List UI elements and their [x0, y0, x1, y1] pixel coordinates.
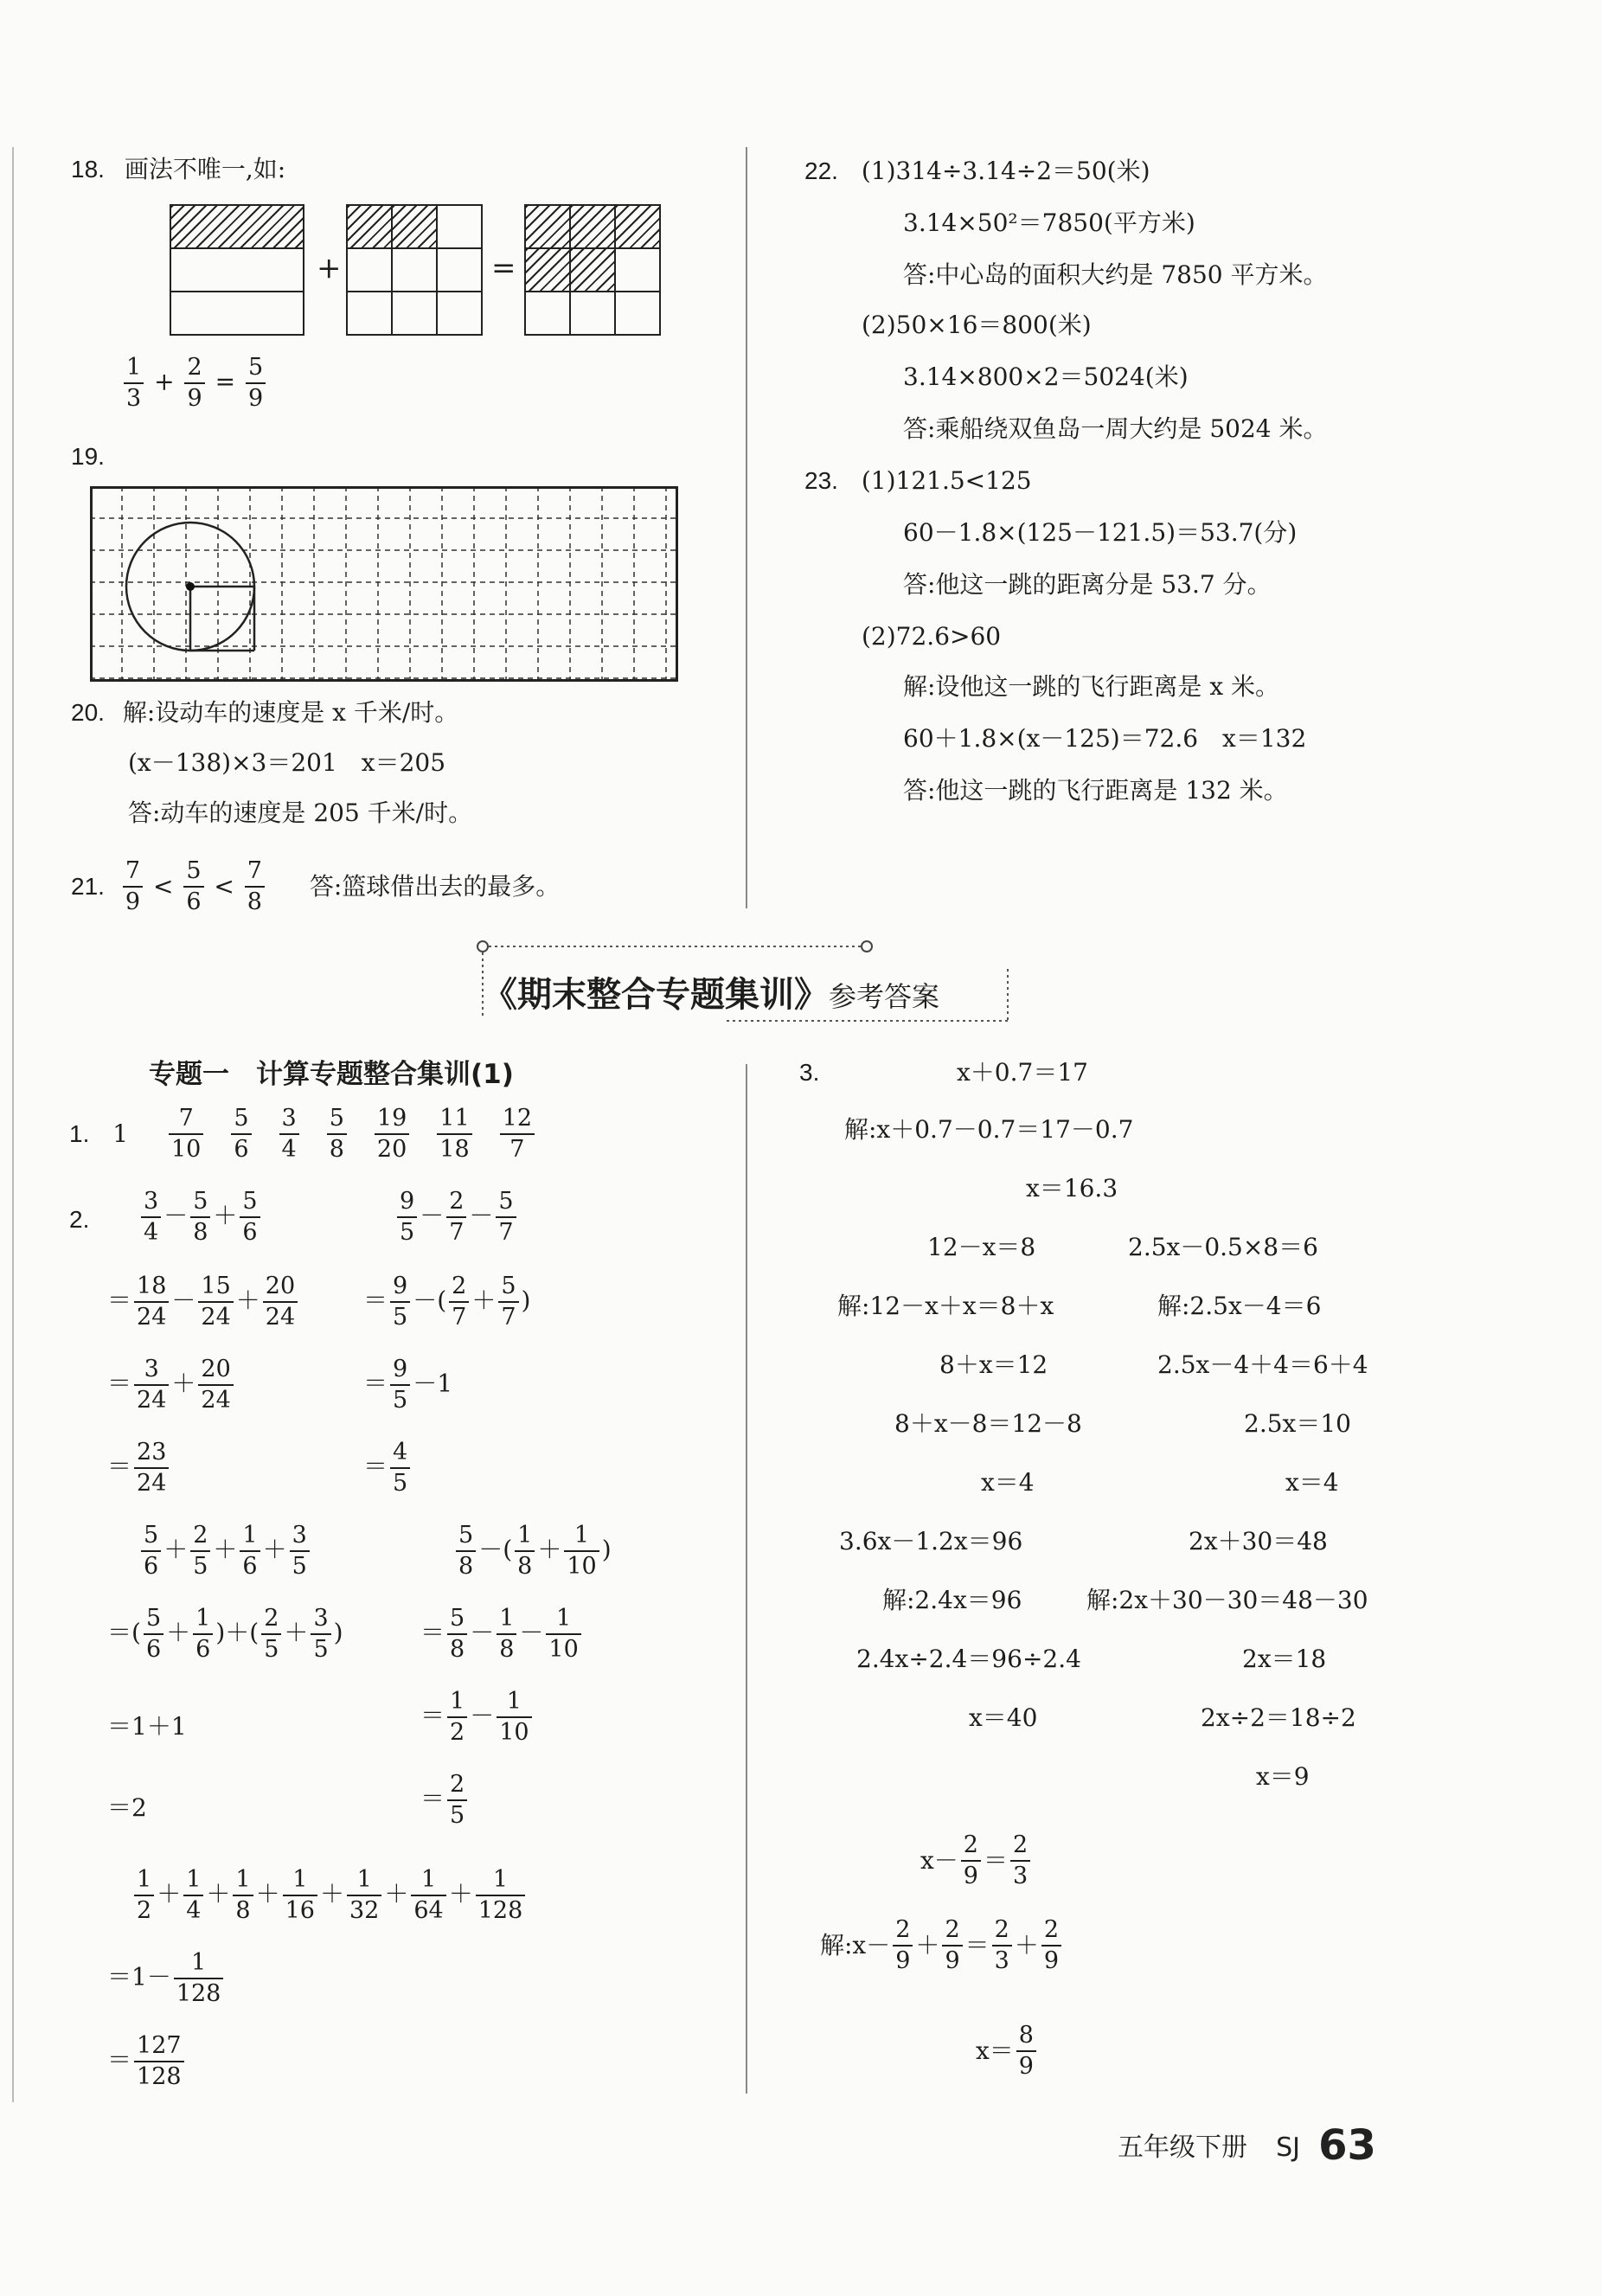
p2-A-step1: ＝ $\frac{18}{24}$ － $\frac{15}{24}$ ＋ $\frac{20}{24}$: [107, 1272, 300, 1332]
footer-grade: 五年级下册: [1118, 2132, 1247, 2163]
q18: [71, 154, 285, 185]
p3-b3: 8＋x＝12: [939, 1350, 1048, 1379]
q23-l4: (2)72.6>60: [862, 622, 1002, 651]
p1-fraction: $\frac{5}{8}$: [327, 1104, 347, 1164]
p2-D-expr: $\frac{5}{8}$ －( $\frac{1}{8}$ ＋ $\frac{1}{10}$ ): [453, 1521, 612, 1581]
q22-l5: 3.14×800×2＝5024(米): [903, 362, 1189, 391]
p3-d4: x＝40: [969, 1703, 1038, 1732]
p3-e5: x＝9: [1256, 1762, 1310, 1791]
q22-l4: (2)50×16＝800(米): [862, 311, 1092, 339]
p2-B-step3: ＝ $\frac{4}{5}$: [363, 1438, 413, 1498]
q18-fraction-equation: $\frac{1}{3}$ + $\frac{2}{9}$ = $\frac{5}{9}$: [121, 353, 268, 414]
q23-l2: 60－1.8×(125－121.5)＝53.7(分): [903, 518, 1298, 547]
p3-c4: 2.5x＝10: [1244, 1409, 1351, 1438]
p2-B-expr: $\frac{9}{5}$ － $\frac{2}{7}$ － $\frac{5}{7}$: [394, 1187, 519, 1247]
q22-l6: 答:乘船绕双鱼岛一周大约是 5024 米。: [903, 414, 1328, 443]
q20-line2: (x－138)×3＝201 x＝205: [128, 748, 446, 777]
p3-b5: x＝4: [981, 1468, 1035, 1497]
p3-c5: x＝4: [1285, 1468, 1339, 1497]
p3-f2: 解:x－ $\frac{2}{9}$ ＋ $\frac{2}{9}$ ＝ $\frac{2}{3}$ ＋ $\frac{2}{9}$: [820, 1915, 1064, 1976]
p1-fraction: $\frac{11}{18}$: [437, 1104, 471, 1164]
q22-l3: 答:中心岛的面积大约是 7850 平方米。: [903, 260, 1328, 289]
p2-C-step2: ＝1＋1: [107, 1712, 187, 1741]
q21: 21. $\frac{7}{9}$ < $\frac{5}{6}$ < $\frac{7}{8}$ 答:篮球借出去的最多。: [71, 857, 561, 915]
p3-b2: 解:12－x＋x＝8＋x: [837, 1292, 1054, 1320]
p3-e2: 解:2x＋30－30＝48－30: [1086, 1586, 1368, 1614]
q23-l7: 答:他这一跳的飞行距离是 132 米。: [903, 776, 1288, 805]
p3-e4: 2x÷2＝18÷2: [1201, 1703, 1356, 1732]
p2-B-step1: ＝ $\frac{9}{5}$ －( $\frac{2}{7}$ ＋ $\frac{5}{7}$ ): [363, 1273, 531, 1331]
p1-fraction: $\frac{3}{4}$: [279, 1104, 299, 1164]
column-divider-top: [746, 147, 747, 908]
p3-f3: x＝ $\frac{8}{9}$: [976, 2021, 1039, 2081]
p2-A-expr: $\frac{3}{4}$ － $\frac{5}{8}$ ＋ $\frac{5}{6}$: [138, 1187, 263, 1247]
section-title: 《期末整合专题集训》参考答案: [483, 975, 940, 1015]
q18-equals: =: [491, 251, 516, 285]
p3-a1: x＋0.7＝17: [957, 1058, 1088, 1087]
topic1-title: 专题一 计算专题整合集训(1): [149, 1059, 514, 1090]
p2-C-expr: $\frac{5}{6}$ ＋ $\frac{2}{5}$ ＋ $\frac{1}{6}$ ＋ $\frac{3}{5}$: [138, 1521, 312, 1581]
page-number: 63: [1318, 2121, 1376, 2170]
q22-l2: 3.14×50²＝7850(平方米): [903, 208, 1195, 237]
q22: 22. (1)314÷3.14÷2＝50(米): [804, 157, 1150, 185]
column-divider-bottom: [746, 1064, 747, 2094]
page-footer: [1118, 2121, 1376, 2170]
p1-fraction: $\frac{12}{7}$: [500, 1104, 535, 1164]
p3-d1: 3.6x－1.2x＝96: [839, 1527, 1023, 1555]
p3-b1: 12－x＝8: [927, 1233, 1036, 1261]
p2-D-step1: ＝ $\frac{5}{8}$ － $\frac{1}{8}$ － $\frac{1}{10}$: [420, 1604, 584, 1664]
p3-b4: 8＋x－8＝12－8: [894, 1409, 1082, 1438]
p2-D-step2: ＝ $\frac{1}{2}$ － $\frac{1}{10}$: [420, 1687, 535, 1748]
q23-l3: 答:他这一跳的距离分是 53.7 分。: [903, 570, 1272, 599]
p3-c1: 2.5x－0.5×8＝6: [1128, 1233, 1318, 1261]
p3-e3: 2x＝18: [1242, 1645, 1327, 1673]
p3-number: 3.: [799, 1059, 820, 1086]
q23-l5: 解:设他这一跳的飞行距离是 x 米。: [903, 672, 1280, 701]
p2-A-step3: ＝ $\frac{23}{24}$: [107, 1438, 171, 1498]
p2-number: 2.: [69, 1206, 90, 1233]
p2-C-step3: ＝2: [107, 1793, 147, 1822]
q18-plus: +: [317, 251, 342, 285]
p2-B-step2: ＝ $\frac{9}{5}$ －1: [363, 1356, 453, 1414]
p2-D-step3: ＝ $\frac{2}{5}$: [420, 1770, 470, 1831]
q18-text: 画法不唯一,如:: [124, 155, 286, 183]
q20-line3: 答:动车的速度是 205 千米/时。: [128, 798, 473, 827]
q23-l6: 60＋1.8×(x－125)＝72.6 x＝132: [903, 724, 1307, 753]
q23: 23. (1)121.5<125: [804, 466, 1032, 495]
p3-e1: 2x＋30＝48: [1189, 1527, 1328, 1555]
p1-fraction: $\frac{7}{10}$: [169, 1104, 203, 1164]
p2-E-expr: $\frac{1}{2}$ ＋ $\frac{1}{4}$ ＋ $\frac{1}{8}$ ＋ $\frac{1}{16}$ ＋ $\frac{1}{32}$ ＋ $\frac{1}{64}$ ＋ $\frac{1}{128}$: [131, 1865, 528, 1926]
p3-d2: 解:2.4x＝96: [882, 1586, 1022, 1614]
left-margin-line: [12, 147, 14, 2102]
p2-A-step2: ＝ $\frac{3}{24}$ ＋ $\frac{20}{24}$: [107, 1355, 236, 1415]
p3-a3: x＝16.3: [1026, 1174, 1118, 1203]
p2-E-step2: ＝ $\frac{127}{128}$: [107, 2031, 187, 2092]
q18-number: 18.: [71, 156, 105, 183]
p3-f1: x－ $\frac{2}{9}$ ＝ $\frac{2}{3}$: [920, 1831, 1033, 1891]
p1-fraction: $\frac{19}{20}$: [375, 1104, 409, 1164]
p3-c2: 解:2.5x－4＝6: [1157, 1292, 1322, 1320]
q19-grid-figure: [90, 486, 678, 682]
p2-E-step1: ＝1－ $\frac{1}{128}$: [107, 1948, 226, 2009]
q19-number: 19.: [71, 443, 105, 470]
q20: 20. 解:设动车的速度是 x 千米/时。: [71, 698, 459, 727]
p3-d3: 2.4x÷2.4＝96÷2.4: [856, 1645, 1081, 1673]
q19-center-dot: [186, 582, 195, 591]
p3-c3: 2.5x－4＋4＝6＋4: [1157, 1350, 1368, 1379]
p2-C-step1: ＝( $\frac{5}{6}$ ＋ $\frac{1}{6}$ )＋( $\frac{2}{5}$ ＋ $\frac{3}{5}$ ): [107, 1605, 343, 1663]
footer-code: SJ: [1276, 2132, 1300, 2163]
p1-fraction: $\frac{5}{6}$: [231, 1104, 251, 1164]
p1: 1. 1 $\frac{7}{10}$ $\frac{5}{6}$ $\frac{3}{4}$ $\frac{5}{8}$ $\frac{19}{20}$ $\frac{11}{18}$ $\frac{12}{7}$: [69, 1104, 548, 1164]
p3-a2: 解:x＋0.7－0.7＝17－0.7: [844, 1115, 1134, 1144]
